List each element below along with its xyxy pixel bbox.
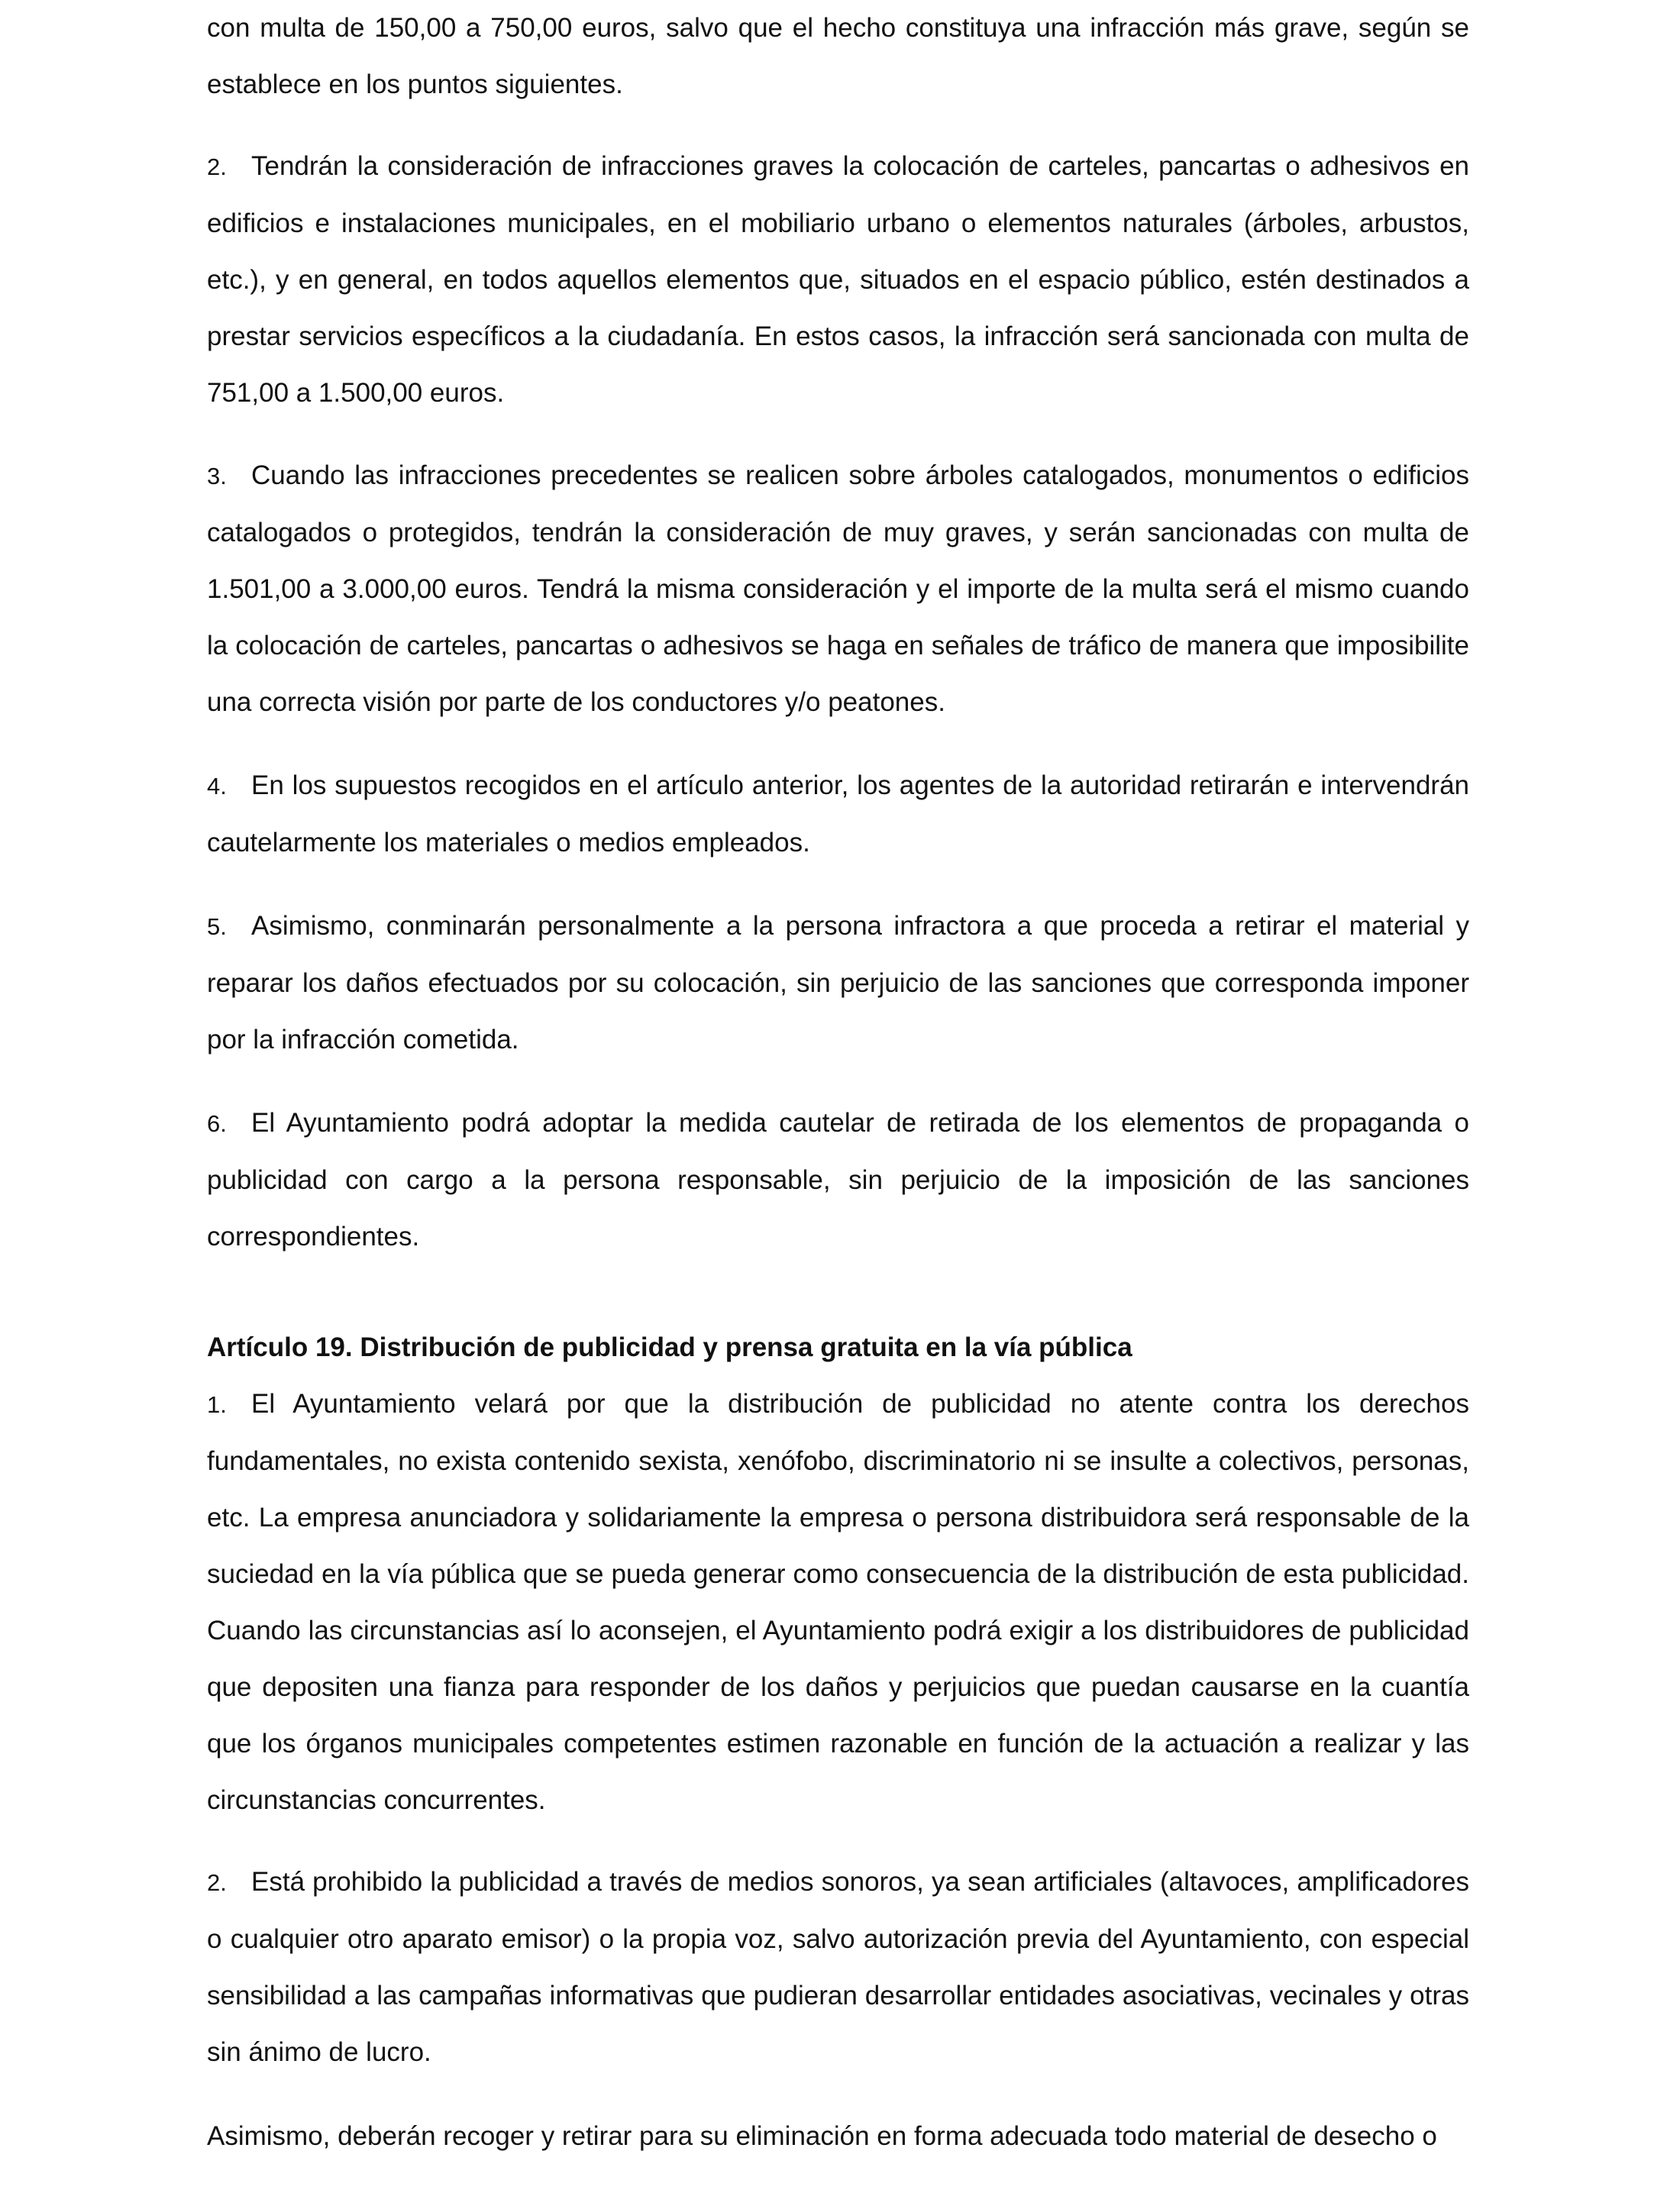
article-19-paragraph-1 [207,1376,1469,1829]
article-19-paragraph-2 [207,1854,1469,2081]
item-text: El Ayuntamiento velará por que la distribución de publicidad no atente contra los derechos fundamentales, no exista contenido sexista, xenófobo, discriminatorio ni se insulte a colectivos, personas, etc. La empresa anunciadora y solidariamente la empresa o persona distribuidora será responsable de la suciedad en la vía pública que se pueda generar como consecuencia de la distribución de esta publicidad. Cuando las circunstancias así lo aconsejen, el Ayuntamiento podrá exigir a los distribuidores de publicidad que depositen una fianza para responder de los daños y perjuicios que puedan causarse en la cuantía que los órganos municipales competentes estimen razonable en función de la actuación a realizar y las circunstancias concurrentes. [207,1389,1469,1815]
item-number: 2. [207,1869,227,1896]
item-number: 1. [207,1391,227,1418]
intro-paragraph [207,0,1469,113]
item-number: 6. [207,1110,227,1137]
trailing-text: Asimismo, deberán recoger y retirar para su eliminación en forma adecuada todo material de desecho o [207,2121,1437,2151]
item-text: Cuando las infracciones precedentes se realicen sobre árboles catalogados, monumentos o edificios catalogados o protegidos, tendrán la consideración de muy graves, y serán sancionadas con multa de 1.501,00 a 3.000,00 euros. Tendrá la misma consideración y el importe de la multa será el mismo cuando la colocación de carteles, pancartas o adhesivos se haga en señales de tráfico de manera que imposibilite una correcta visión por parte de los conductores y/o peatones. [207,460,1469,717]
article-heading: Artículo 19. Distribución de publicidad y prensa gratuita en la vía pública [207,1332,1132,1362]
item-number: 5. [207,913,227,940]
item-text: Asimismo, conminarán personalmente a la persona infractora a que proceda a retirar el material y reparar los daños efectuados por su colocación, sin perjuicio de las sanciones que corresponda imponer por la infracción cometida. [207,911,1469,1055]
intro-text: con multa de 150,00 a 750,00 euros, salvo que el hecho constituya una infracción más grave, según se establece en los puntos siguientes. [207,13,1469,99]
item-text: El Ayuntamiento podrá adoptar la medida cautelar de retirada de los elementos de propaganda o publicidad con cargo a la persona responsable, sin perjuicio de la imposición de las sanciones correspondientes. [207,1108,1469,1252]
paragraph-3 [207,447,1469,731]
item-text: Tendrán la consideración de infracciones graves la colocación de carteles, pancartas o adhesivos en edificios e instalaciones municipales, en el mobiliario urbano o elementos naturales (árboles, arbustos, etc.), y en general, en todos aquellos elementos que, situados en el espacio público, estén destinados a prestar servicios específicos a la ciudadanía. En estos casos, la infracción será sancionada con multa de 751,00 a 1.500,00 euros. [207,151,1469,408]
paragraph-2 [207,138,1469,421]
trailing-paragraph [207,2108,1469,2165]
paragraph-4 [207,757,1469,871]
item-number: 4. [207,773,227,799]
paragraph-6 [207,1095,1469,1265]
document-page [207,0,1469,2193]
item-number: 2. [207,153,227,180]
item-number: 3. [207,463,227,489]
item-text: Está prohibido la publicidad a través de medios sonoros, ya sean artificiales (altavoces, amplificadores o cualquier otro aparato emisor) o la propia voz, salvo autorización previa del Ayuntamiento, con especial sensibilidad a las campañas informativas que pudieran desarrollar entidades asociativas, vecinales y otras sin ánimo de lucro. [207,1867,1469,2067]
item-text: En los supuestos recogidos en el artículo anterior, los agentes de la autoridad retirarán e intervendrán cautelarmente los materiales o medios empleados. [207,770,1469,857]
paragraph-5 [207,898,1469,1068]
